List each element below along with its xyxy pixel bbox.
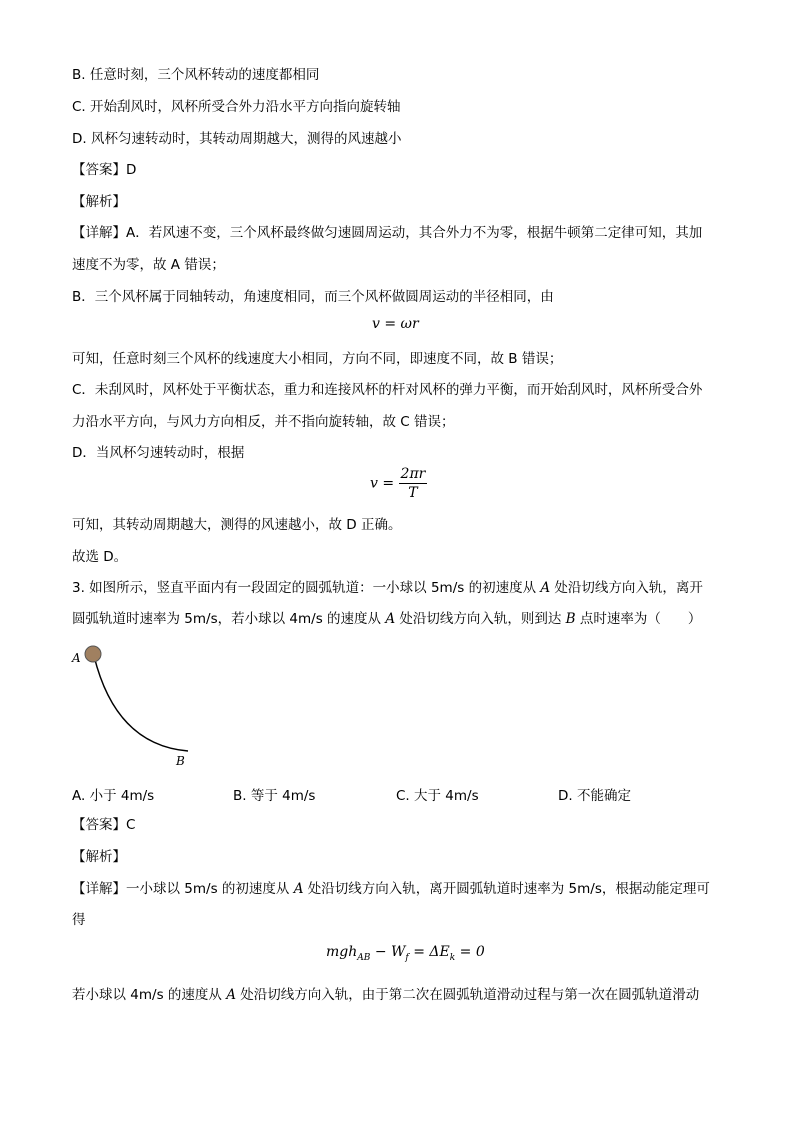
choice-b: B. 等于 4m/s bbox=[233, 788, 316, 804]
detail-tag: 【详解】 bbox=[72, 225, 126, 241]
answer-value: D bbox=[126, 162, 137, 178]
question-3-line-2: 圆弧轨道时速率为 5m/s，若小球以 4m/s 的速度从 A 处沿切线方向入轨，则到达 B 点时速率为（ ） bbox=[72, 611, 702, 627]
formula-energy: $mgh_{AB} - W_f = \Delta E_k = 0$ bbox=[326, 944, 485, 963]
option-b-text: B. 任意时刻，三个风杯转动的速度都相同 bbox=[72, 67, 320, 83]
detail2-line-1: 【详解】一小球以 5m/s 的初速度从 A 处沿切线方向入轨，离开圆弧轨道时速率为 5m/s，根据动能定理可 bbox=[72, 881, 710, 897]
choice-c: C. 大于 4m/s bbox=[396, 788, 479, 804]
detail-line-8: 可知，其转动周期越大，测得的风速越小，故 D 正确。 bbox=[72, 517, 402, 533]
detail-line-6: 力沿水平方向，与风力方向相反，并不指向旋转轴，故 C 错误； bbox=[72, 414, 455, 430]
option-c-text: C. 开始刮风时，风杯所受合外力沿水平方向指向旋转轴 bbox=[72, 99, 401, 115]
formula-fraction bbox=[399, 466, 428, 501]
option-d-text: D. 风杯匀速转动时，其转动周期越大，测得的风速越小 bbox=[72, 131, 402, 147]
formula-v-2pi-r-over-t bbox=[370, 466, 427, 501]
detail2-line-3: 若小球以 4m/s 的速度从 A 处沿切线方向入轨，由于第二次在圆弧轨道滑动过程与第一次在圆弧轨道滑动 bbox=[72, 987, 700, 1003]
detail-text: A．若风速不变，三个风杯最终做匀速圆周运动，其合外力不为零，根据牛顿第二定律可知，其加 bbox=[126, 225, 703, 241]
label-a: A bbox=[72, 651, 81, 665]
question-3-line-1: 3. 如图所示，竖直平面内有一段固定的圆弧轨道：一小球以 5m/s 的初速度从 A 处沿切线方向入轨，离开 bbox=[72, 580, 703, 596]
fraction-numerator: 2πr bbox=[400, 466, 426, 482]
answer-tag: 【答案】 bbox=[72, 162, 126, 178]
label-b: B bbox=[176, 754, 185, 768]
formula-lhs: v = bbox=[370, 475, 395, 492]
choice-a: A. 小于 4m/s bbox=[72, 788, 155, 804]
arc-track-figure bbox=[66, 640, 206, 772]
fraction-denominator: T bbox=[408, 485, 418, 501]
detail-line-9: 故选 D。 bbox=[72, 549, 128, 565]
detail-line-3: B．三个风杯属于同轴转动，角速度相同，而三个风杯做圆周运动的半径相同，由 bbox=[72, 289, 554, 305]
analysis-tag-2: 【解析】 bbox=[72, 849, 126, 865]
ball bbox=[85, 646, 101, 662]
answer-line bbox=[72, 160, 136, 180]
detail-line-2: 速度不为零，故 A 错误； bbox=[72, 257, 225, 273]
detail-line-1 bbox=[72, 223, 702, 243]
detail-line-7: D．当风杯匀速转动时，根据 bbox=[72, 445, 245, 461]
detail-line-5: C．未刮风时，风杯处于平衡状态，重力和连接风杯的杆对风杯的弹力平衡，而开始刮风时，风杯所受合外 bbox=[72, 382, 703, 398]
detail2-line-2: 得 bbox=[72, 912, 86, 928]
analysis-tag: 【解析】 bbox=[72, 194, 126, 210]
choice-d: D. 不能确定 bbox=[558, 788, 631, 804]
answer-line-2: 【答案】C bbox=[72, 817, 136, 833]
arc-track-svg bbox=[66, 640, 206, 772]
arc-track-path bbox=[94, 656, 188, 751]
formula-v-omega-r: v = ωr bbox=[372, 316, 419, 332]
detail-line-4: 可知，任意时刻三个风杯的线速度大小相同，方向不同，即速度不同，故 B 错误； bbox=[72, 351, 563, 367]
